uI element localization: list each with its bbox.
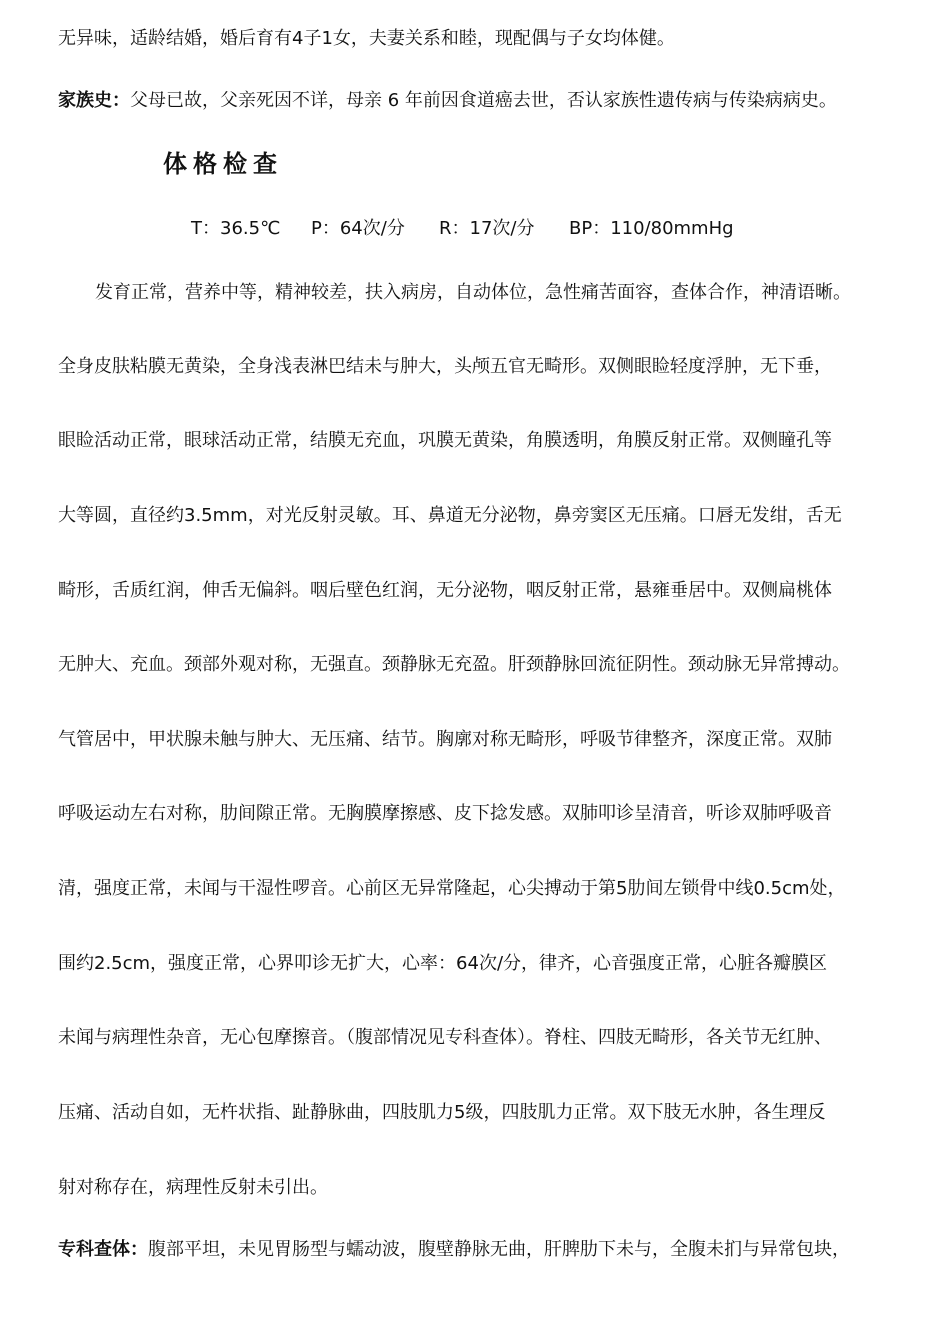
exam-line: 眼睑活动正常，眼球活动正常，结膜无充血，巩膜无黄染，角膜透明，角膜反射正常。双侧瞳孔等 bbox=[58, 430, 832, 451]
history-continuation bbox=[58, 27, 675, 51]
exam-line: 呼吸运动左右对称，肋间隙正常。无胸膜摩擦感、皮下捻发感。双肺叩诊呈清音，听诊双肺呼吸音 bbox=[58, 803, 832, 824]
specialty-exam-label: 专科查体： bbox=[58, 1239, 148, 1260]
specialty-exam-text: 腹部平坦，未见胃肠型与蠕动波，腹壁静脉无曲，肝脾肋下未与，全腹未扪与异常包块， bbox=[148, 1239, 850, 1260]
exam-line: 未闻与病理性杂音，无心包摩擦音。（腹部情况见专科查体）。脊柱、四肢无畸形，各关节无红肿、 bbox=[58, 1027, 832, 1048]
exam-line: 大等圆，直径约3.5mm，对光反射灵敏。耳、鼻道无分泌物，鼻旁窦区无压痛。口唇无发绀，舌无 bbox=[58, 505, 842, 526]
family-history bbox=[58, 89, 837, 113]
vital-blood-pressure: BP：110/80mmHg bbox=[569, 218, 734, 239]
history-text: 无异味，适龄结婚，婚后育有4子1女，夫妻关系和睦，现配偶与子女均体健。 bbox=[58, 28, 675, 49]
exam-line: 畸形，舌质红润，伸舌无偏斜。咽后壁色红润，无分泌物，咽反射正常，悬雍垂居中。双侧扁桃体 bbox=[58, 580, 832, 601]
physical-exam-title: 体格检查 bbox=[163, 150, 283, 178]
vital-respiration: R：17次/分 bbox=[439, 218, 535, 239]
exam-line: 围约2.5cm，强度正常，心界叩诊无扩大，心率：64次/分，律齐，心音强度正常，心脏各瓣膜区 bbox=[58, 953, 828, 974]
exam-line: 射对称存在，病理性反射未引出。 bbox=[58, 1177, 328, 1198]
exam-line: 全身皮肤粘膜无黄染，全身浅表淋巴结未与肿大，头颅五官无畸形。双侧眼睑轻度浮肿，无下垂， bbox=[58, 356, 832, 377]
exam-line: 清，强度正常，未闻与干湿性啰音。心前区无异常隆起，心尖搏动于第5肋间左锁骨中线0.5cm处， bbox=[58, 878, 846, 899]
exam-line: 气管居中，甲状腺未触与肿大、无压痛、结节。胸廓对称无畸形，呼吸节律整齐，深度正常。双肺 bbox=[58, 729, 832, 750]
family-history-text: 父母已故，父亲死因不详，母亲 6 年前因食道癌去世，否认家族性遗传病与传染病病史。 bbox=[130, 90, 837, 111]
specialty-exam bbox=[58, 1238, 850, 1262]
exam-line: 无肿大、充血。颈部外观对称，无强直。颈静脉无充盈。肝颈静脉回流征阴性。颈动脉无异常搏动。 bbox=[58, 654, 850, 675]
vital-pulse: P：64次/分 bbox=[311, 218, 405, 239]
exam-line: 发育正常，营养中等，精神较差，扶入病房，自动体位，急性痛苦面容，查体合作，神清语晰。 bbox=[95, 282, 851, 303]
exam-line: 压痛、活动自如，无杵状指、趾静脉曲，四肢肌力5级，四肢肌力正常。双下肢无水肿，各生理反 bbox=[58, 1102, 826, 1123]
vital-temperature: T：36.5℃ bbox=[191, 218, 281, 239]
family-history-label: 家族史： bbox=[58, 90, 130, 111]
